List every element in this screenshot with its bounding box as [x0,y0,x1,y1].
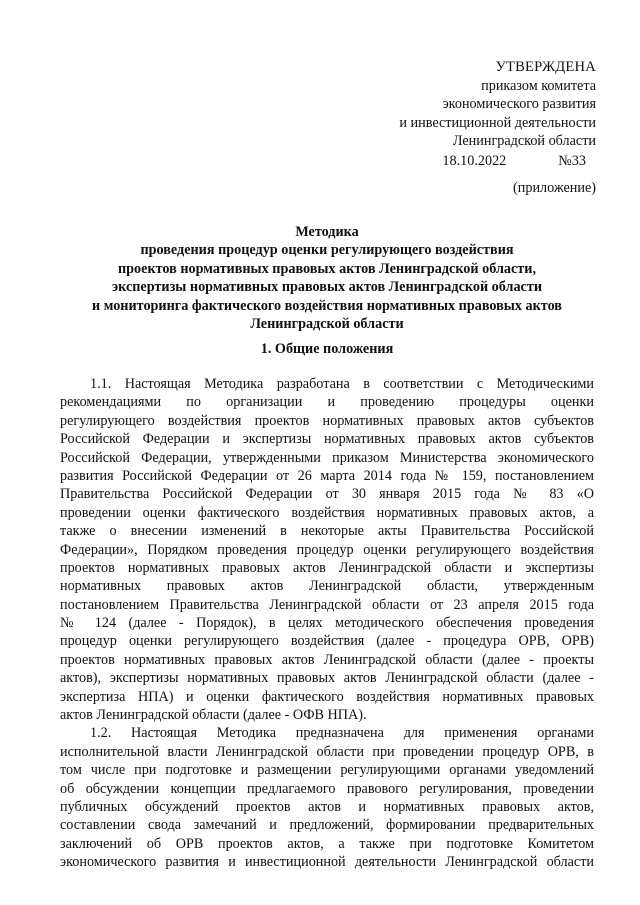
approval-title: УТВЕРЖДЕНА [495,59,596,75]
document-title-line: Методика [295,224,359,240]
text-line: проведении оценки фактического воздействия нормативных правовых актов, а [60,504,594,521]
text-line: постановлением Правительства Ленинградской области от 23 апреля 2015 года [60,596,594,613]
text-line: Российской Федерации, утвержденными приказом Министерства экономического [60,449,594,466]
section-heading: 1. Общие положения [260,341,394,357]
text-line: регулирующего воздействия проектов нормативных правовых актов субъектов [60,412,594,429]
paragraph-1-2 [60,724,594,871]
text-line: нормативных правовых актов Ленинградской области, утвержденным [60,578,594,595]
approval-line: экономического развития [442,96,596,113]
text-line: об обсуждении концепции предлагаемого правового регулирования, проведении [60,780,594,797]
approval-stamp [399,58,596,171]
text-line: публичных обсуждений проектов актов и нормативных правовых актов, [60,798,594,815]
document-title-line: и мониторинга фактического воздействия нормативных правовых актов [92,297,562,314]
text-line: актов), экспертизы нормативных правовых актов Ленинградской области (далее - [60,670,594,687]
document-title-line: проектов нормативных правовых актов Ленинградской области, [117,260,536,277]
text-line: том числе при подготовке и размещении регулирующими органами уведомлений [60,762,594,779]
text-line: рекомендациями по организации и проведению процедуры оценки [60,394,594,411]
text-line: также о внесении изменений в некоторые акты Правительства Российской [60,523,594,540]
approval-number: №33 [558,152,586,169]
text-line: № 124 (далее - Порядок), в целях методического обеспечения проведения [60,615,594,632]
text-line: исполнительной власти Ленинградской области при проведении процедур ОРВ, в [60,743,594,760]
document-title-line: проведения процедур оценки регулирующего воздействия [140,242,514,259]
text-line: Федерации», Порядком проведения процедур оценки регулирующего воздействия [60,541,594,558]
text-line: заключений об ОРВ проектов актов, а также при подготовке Комитетом [60,835,594,852]
paragraph-1-1 [60,375,594,724]
text-line: 1.2. Настоящая Методика предназначена для применения органами [90,725,594,742]
approval-date: 18.10.2022 [442,152,507,169]
approval-line: приказом комитета [481,77,596,94]
document-body [60,375,594,872]
approval-line: и инвестиционной деятельности [399,114,596,131]
text-line: актов Ленинградской области (далее - ОФВ НПА). [60,707,367,724]
text-line: развития Российской Федерации от 26 марта 2014 года № 159, постановлением [60,467,594,484]
text-line: составлении свода замечаний и предложений, формировании предварительных [60,817,594,834]
text-line: проектов нормативных правовых актов Ленинградской области (далее - проекты [60,651,594,668]
document-title-line: экспертизы нормативных правовых актов Ленинградской области [112,279,542,296]
approval-date-line [399,152,596,171]
text-line: Российской Федерации и экспертизы нормативных правовых актов субъектов [60,431,594,448]
text-line: экспертиза НПА) и оценки фактического воздействия нормативных правовых [60,688,594,705]
text-line: экономического развития и инвестиционной деятельности Ленинградской области [60,854,594,871]
text-line: Правительства Российской Федерации от 30 января 2015 года № 83 «О [60,486,594,503]
approval-line: Ленинградской области [452,133,596,150]
document-title [60,223,594,333]
text-line: процедур оценки регулирующего воздействия (далее - процедура ОРВ, ОРВ) [60,633,594,650]
text-line: проектов нормативных правовых актов Ленинградской области и экспертизы [60,559,594,576]
document-title-line: Ленинградской области [250,316,404,333]
appendix-label: (приложение) [513,180,596,196]
text-line: 1.1. Настоящая Методика разработана в соответствии с Методическими [90,376,594,392]
